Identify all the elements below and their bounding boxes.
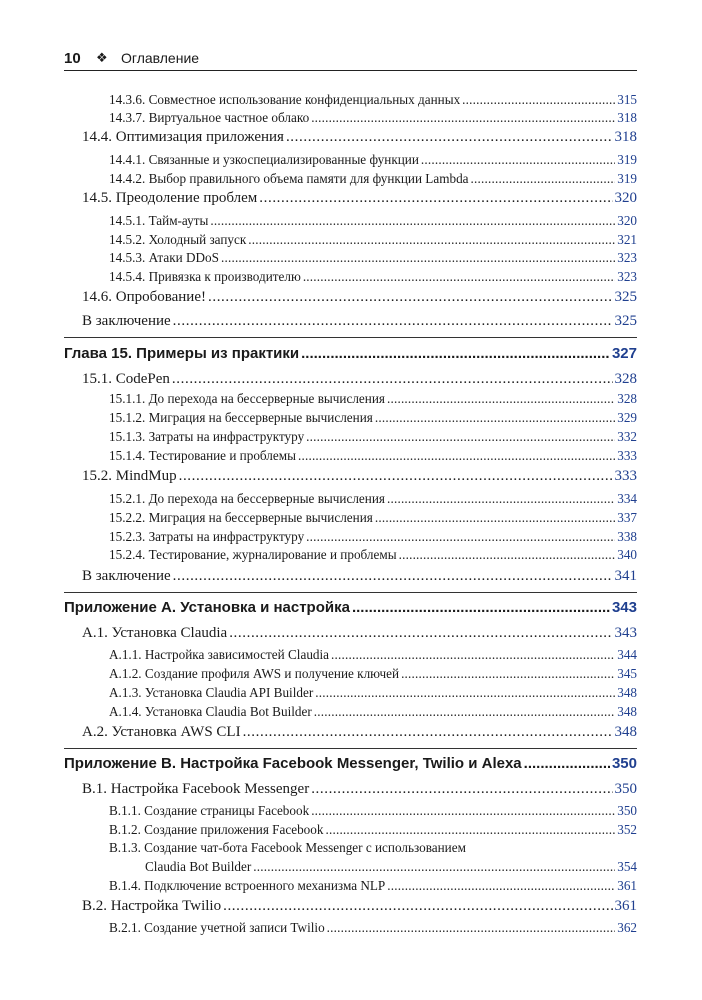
toc-entry[interactable]: 15.1.3. Затраты на инфраструктуру ..... 332 [109, 429, 637, 445]
chapter-rule [64, 748, 637, 749]
toc-entry[interactable]: 14.5.3. Атаки DDoS ..... 323 [109, 250, 637, 266]
chapter-entry[interactable]: Приложение В. Настройка Facebook Messenger, Twilio и Alexa ..... 350 [64, 755, 637, 772]
toc-entry[interactable]: В.1.1. Создание страницы Facebook ..... 350 [109, 803, 637, 819]
toc-entry[interactable]: 15.1. CodePen ..... 328 [82, 371, 637, 388]
toc-entry[interactable]: 14.5.1. Тайм-ауты ..... 320 [109, 213, 637, 229]
toc-entry[interactable]: 14.4.2. Выбор правильного объема памяти для функции Lambda ..... 319 [109, 171, 637, 187]
toc-entry[interactable]: 15.2.2. Миграция на бессерверные вычисления ..... 337 [109, 510, 637, 526]
toc-entry[interactable]: 14.5. Преодоление проблем ..... 320 [82, 190, 637, 207]
toc-entry[interactable]: 14.5.2. Холодный запуск ..... 321 [109, 232, 637, 248]
toc-entry[interactable]: В.1.2. Создание приложения Facebook ..... 352 [109, 822, 637, 838]
toc-entry[interactable]: В.2. Настройка Twilio ..... 361 [82, 898, 637, 915]
ornament-icon: ❖ [96, 50, 108, 65]
toc-entry[interactable]: А.1. Установка Claudia ..... 343 [82, 625, 637, 642]
toc-entry[interactable]: 14.4. Оптимизация приложения ..... 318 [82, 129, 637, 146]
toc-entry[interactable]: 14.4.1. Связанные и узкоспециализированные функции ..... 319 [109, 152, 637, 168]
toc-entry[interactable]: А.1.4. Установка Claudia Bot Builder ..... 348 [109, 704, 637, 720]
toc-entry[interactable]: 15.2.4. Тестирование, журналирование и проблемы ..... 340 [109, 547, 637, 563]
toc-entry[interactable]: А.1.2. Создание профиля AWS и получение ключей ..... 345 [109, 666, 637, 682]
toc-entry[interactable]: 15.2.1. До перехода на бессерверные вычисления ..... 334 [109, 491, 637, 507]
toc-entry[interactable]: В заключение ..... 341 [82, 568, 637, 585]
toc-entry[interactable]: 15.1.2. Миграция на бессерверные вычисления ..... 329 [109, 410, 637, 426]
page-number: 10 [64, 50, 81, 67]
toc-entry[interactable]: А.2. Установка AWS CLI ..... 348 [82, 724, 637, 741]
chapter-rule [64, 337, 637, 338]
chapter-rule [64, 592, 637, 593]
toc-entry[interactable]: 15.2.3. Затраты на инфраструктуру ..... 338 [109, 529, 637, 545]
toc-entry[interactable]: А.1.3. Установка Claudia API Builder ..... 348 [109, 685, 637, 701]
toc-entry[interactable]: В.1. Настройка Facebook Messenger ..... 350 [82, 781, 637, 798]
toc-entry[interactable]: 14.5.4. Привязка к производителю ..... 323 [109, 269, 637, 285]
toc-entry[interactable]: 15.2. MindMup ..... 333 [82, 468, 637, 485]
toc-entry[interactable]: В заключение ..... 325 [82, 313, 637, 330]
running-title: Оглавление [121, 50, 200, 66]
chapter-entry[interactable]: Приложение А. Установка и настройка ..... 343 [64, 599, 637, 616]
chapter-entry[interactable]: Глава 15. Примеры из практики ..... 327 [64, 345, 637, 362]
toc-entry[interactable]: В.2.1. Создание учетной записи Twilio ..... 362 [109, 920, 637, 936]
toc-entry[interactable]: А.1.1. Настройка зависимостей Claudia ..... 344 [109, 647, 637, 663]
toc-entry[interactable]: В.1.4. Подключение встроенного механизма NLP ..... 361 [109, 878, 637, 894]
toc-entry[interactable]: 15.1.4. Тестирование и проблемы ..... 333 [109, 448, 637, 464]
toc-entry[interactable]: Claudia Bot Builder ..... 354 [145, 859, 637, 875]
toc-entry[interactable]: 14.3.7. Виртуальное частное облако ..... 318 [109, 110, 637, 126]
toc-entry[interactable]: 14.6. Опробование! ..... 325 [82, 289, 637, 306]
toc-entry[interactable]: 15.1.1. До перехода на бессерверные вычисления ..... 328 [109, 391, 637, 407]
toc-entry[interactable]: 14.3.6. Совместное использование конфиденциальных данных ..... 315 [109, 92, 637, 108]
toc-entry-first-line[interactable]: В.1.3. Создание чат-бота Facebook Messenger с использованием [109, 840, 466, 855]
